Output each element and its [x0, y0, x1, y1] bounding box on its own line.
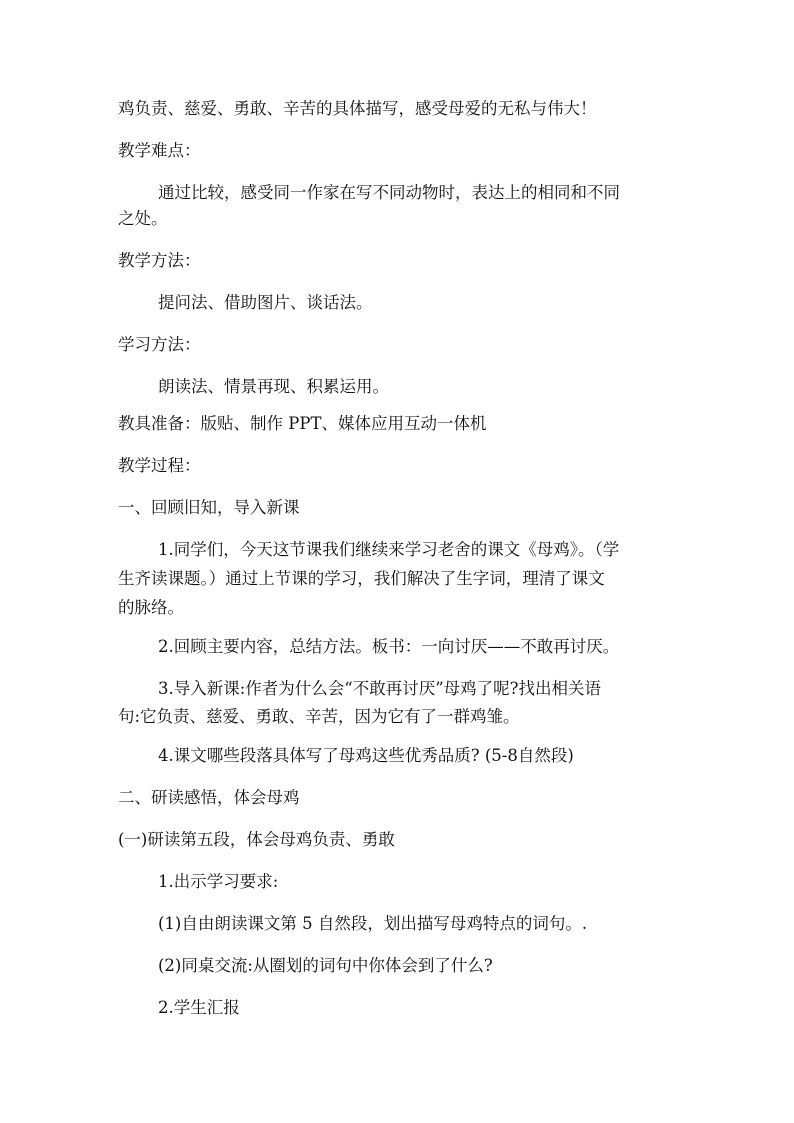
paragraph-line: 1.出示学习要求:: [158, 872, 279, 891]
section-heading: 教学难点：: [118, 141, 201, 160]
paragraph-line: (2)同桌交流:从圈划的词句中你体会到了什么?: [158, 956, 493, 975]
paragraph-line: 提问法、借助图片、谈话法。: [158, 293, 373, 312]
section-heading: 教学方法：: [118, 251, 201, 270]
paragraph-line: 的脉络。: [118, 598, 184, 617]
paragraph-line: 鸡负责、慈爱、勇敢、辛苦的具体描写，感受母爱的无私与伟大！: [118, 99, 597, 118]
section-heading: 一、回顾旧知，导入新课: [118, 498, 300, 517]
subsection-heading: (一)研读第五段，体会母鸡负责、勇敢: [118, 830, 395, 849]
paragraph-line: 生齐读课题。）通过上节课的学习，我们解决了生字词，理清了课文: [118, 569, 605, 588]
paragraph-line: 4.课文哪些段落具体写了母鸡这些优秀品质? (5-8自然段): [158, 746, 574, 765]
paragraph-line: 2.回顾主要内容，总结方法。板书：一向讨厌——不敢再讨厌。: [158, 637, 620, 656]
paragraph-line: 教具准备：版贴、制作 PPT、媒体应用互动一体机: [118, 414, 487, 433]
paragraph-line: 3.导入新课:作者为什么会“不敢再讨厌”母鸡了呢?找出相关语: [158, 679, 602, 698]
paragraph-line: (1)自由朗读课文第 5 自然段，划出描写母鸡特点的词句。.: [158, 914, 588, 933]
paragraph-line: 句:它负责、慈爱、勇敢、辛苦，因为它有了一群鸡雏。: [118, 707, 520, 726]
paragraph-line: 1.同学们，今天这节课我们继续来学习老舍的课文《母鸡》。（学: [158, 540, 620, 559]
paragraph-line: 2.学生汇报: [158, 998, 240, 1017]
paragraph-line: 通过比较，感受同一作家在写不同动物时，表达上的相同和不同: [158, 183, 620, 202]
paragraph-line: 之处。: [118, 209, 168, 228]
section-heading: 教学过程：: [118, 456, 201, 475]
section-heading: 二、研读感悟，体会母鸡: [118, 788, 300, 807]
paragraph-line: 朗读法、情景再现、积累运用。: [158, 377, 389, 396]
section-heading: 学习方法：: [118, 335, 201, 354]
